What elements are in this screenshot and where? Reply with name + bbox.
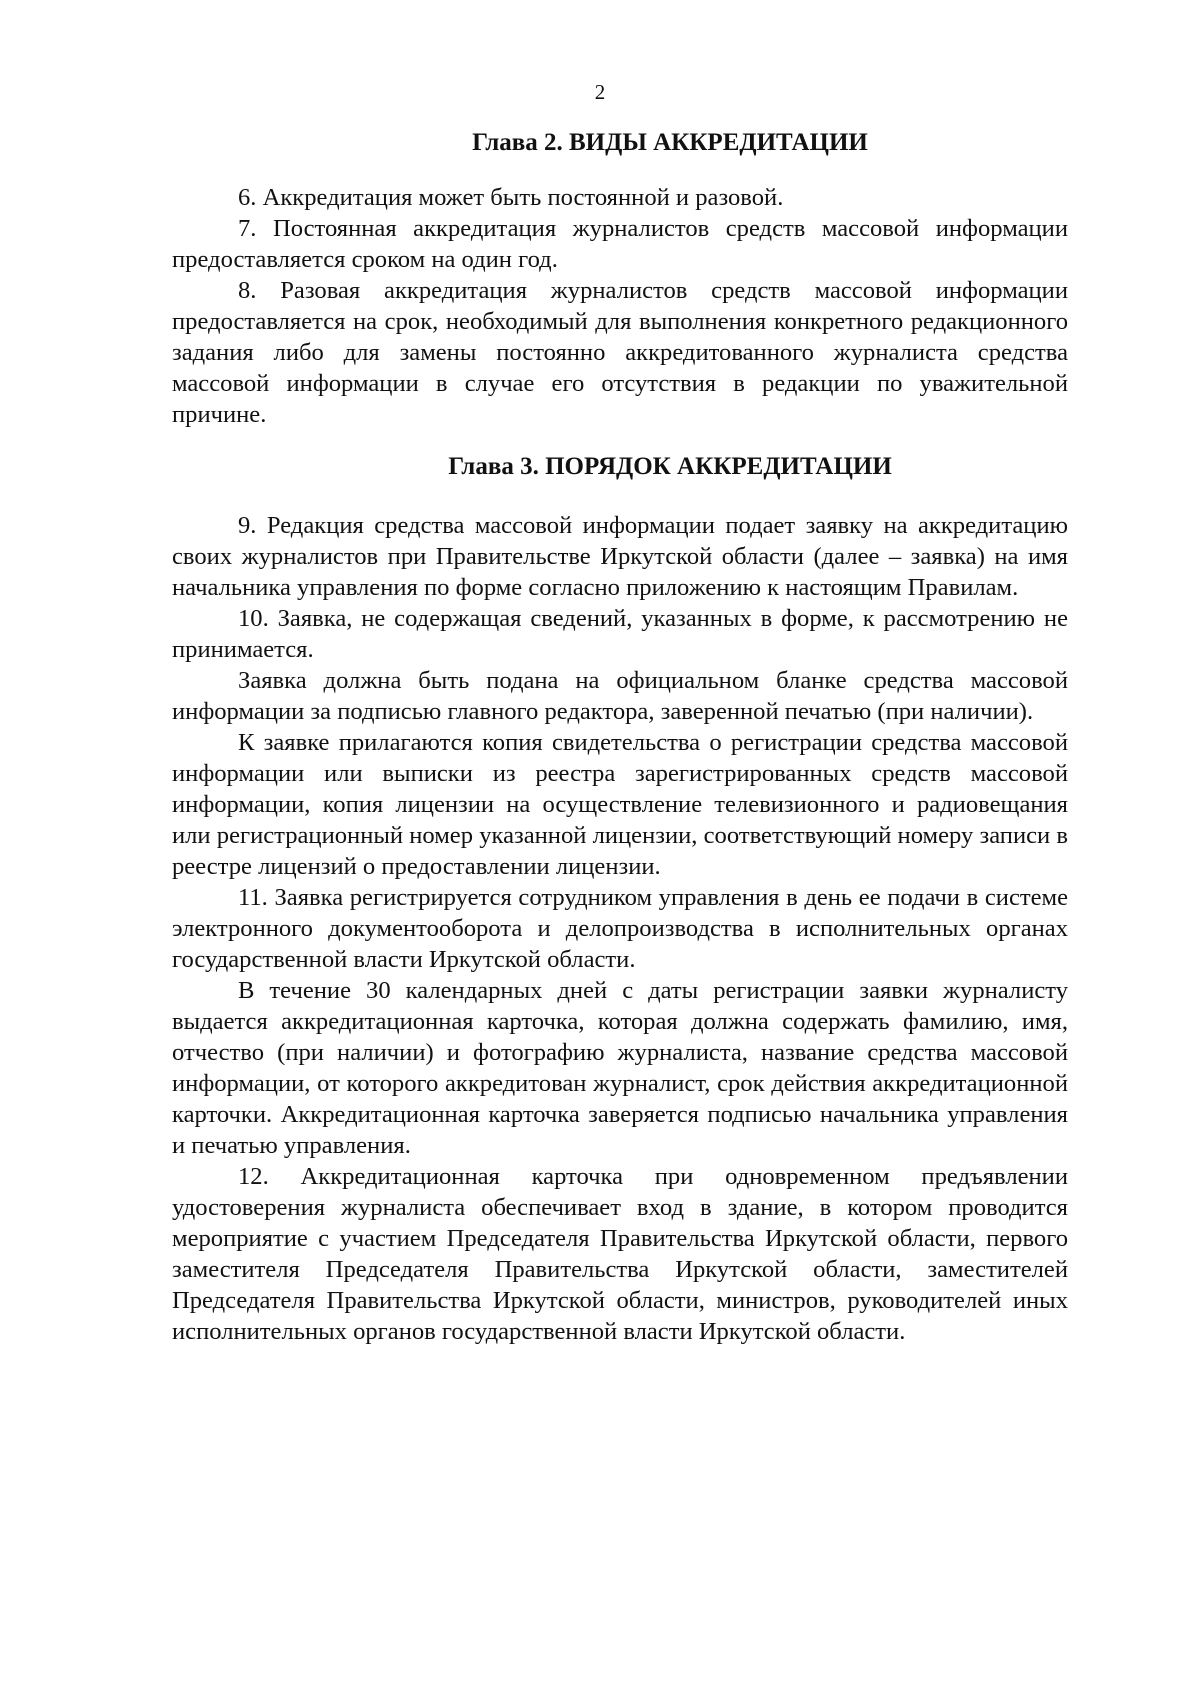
paragraph-6: 6. Аккредитация может быть постоянной и разовой.	[238, 184, 784, 211]
paragraph-10-form-requirements: Заявка должна быть подана на официальном бланке средства массовой информации за подписью главного редактора, заверенной печатью (при наличии).	[172, 667, 1068, 725]
page-number: 2	[594, 80, 606, 104]
paragraph-11-card-issuance: В течение 30 календарных дней с даты регистрации заявки журналисту выдается аккредитационная карточка, которая должна содержать фамилию, имя, отчество (при наличии) и фотографию журналиста, название средства массовой информации, от которого аккредитован журналист, срок действия аккредитационной карточки. Аккредитационная карточка заверяется подписью начальника управления и печатью управления.	[172, 977, 1068, 1159]
chapter-3-title: Глава 3. ПОРЯДОК АККРЕДИТАЦИИ	[448, 453, 892, 480]
paragraph-12: 12. Аккредитационная карточка при одновременном предъявлении удостоверения журналиста обеспечивает вход в здание, в котором проводится мероприятие с участием Председателя Правительства Иркутской области, первого заместителя Председателя Правительства Иркутской области, заместителей Председателя Правительства Иркутской области, министров, руководителей иных исполнительных органов государственной власти Иркутской области.	[172, 1163, 1068, 1345]
paragraph-7: 7. Постоянная аккредитация журналистов средств массовой информации предоставляется сроком на один год.	[172, 215, 1068, 273]
paragraph-11: 11. Заявка регистрируется сотрудником управления в день ее подачи в системе электронного документооборота и делопроизводства в исполнительных органах государственной власти Иркутской области.	[172, 884, 1068, 973]
paragraph-10-attachments: К заявке прилагаются копия свидетельства о регистрации средства массовой информации или выписки из реестра зарегистрированных средств массовой информации, копия лицензии на осуществление телевизионного и радиовещания или регистрационный номер указанной лицензии, соответствующий номеру записи в реестре лицензий о предоставлении лицензии.	[172, 729, 1068, 880]
paragraph-8: 8. Разовая аккредитация журналистов средств массовой информации предоставляется на срок, необходимый для выполнения конкретного редакционного задания либо для замены постоянно аккредитованного журналиста средства массовой информации в случае его отсутствия в редакции по уважительной причине.	[172, 277, 1068, 428]
paragraph-10: 10. Заявка, не содержащая сведений, указанных в форме, к рассмотрению не принимается.	[172, 605, 1068, 663]
document-body	[172, 128, 1068, 1347]
chapter-2-title: Глава 2. ВИДЫ АККРЕДИТАЦИИ	[472, 129, 868, 156]
paragraph-9: 9. Редакция средства массовой информации подает заявку на аккредитацию своих журналистов при Правительстве Иркутской области (далее – заявка) на имя начальника управления по форме согласно приложению к настоящим Правилам.	[172, 512, 1068, 601]
